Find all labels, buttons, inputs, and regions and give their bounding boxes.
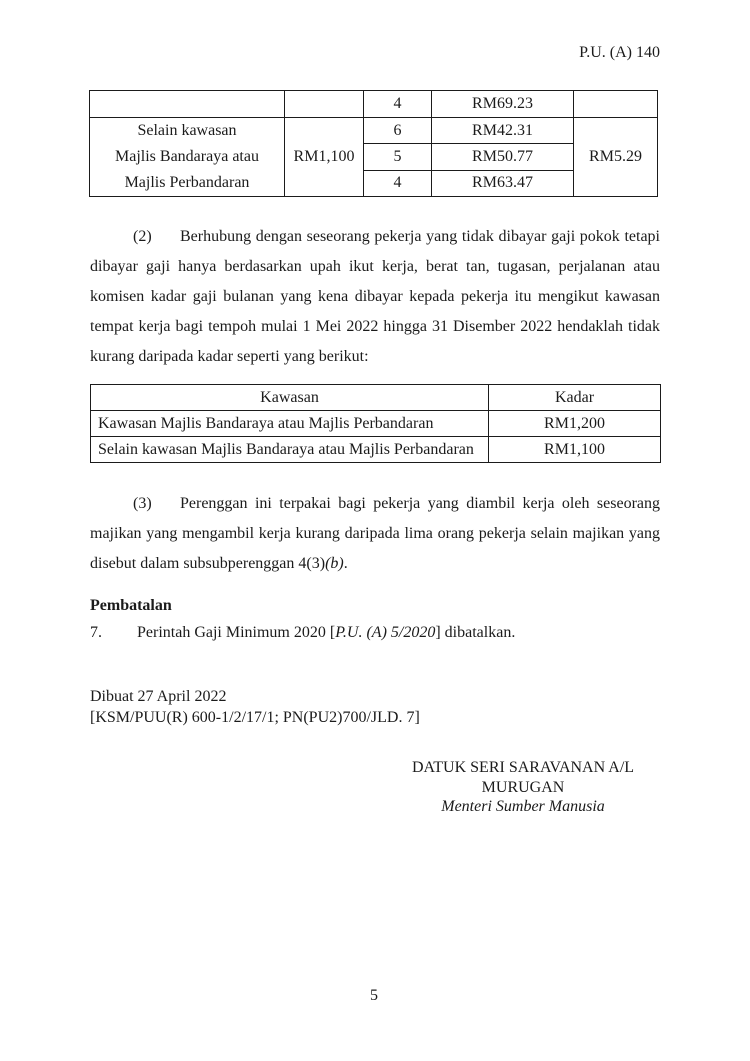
paragraph-2-text: Berhubung dengan seseorang pekerja yang tidak dibayar gaji pokok tetapi dibayar gaji hanya berdasarkan upah ikut kerja, berat tan, tugasan, perjalanan atau komisen kadar gaji bulanan yang kena dibayar kepada pekerja itu mengikut kawasan tempat kerja bagi tempoh mulai 1 Mei 2022 hingga 31 Disember 2022 hendaklah tidak kurang daripada kadar seperti yang berikut: <box>90 228 660 365</box>
page-number: 5 <box>370 987 378 1004</box>
paragraph-3 <box>90 489 660 579</box>
signatory-title: Menteri Sumber Manusia <box>441 798 605 815</box>
days-cell: 4 <box>364 170 432 196</box>
empty-cell <box>574 91 658 118</box>
clause-7-text: Perintah Gaji Minimum 2020 [ <box>137 624 336 641</box>
kawasan-cell: Selain kawasan Majlis Bandaraya atau Majlis Perbandaran <box>91 437 489 463</box>
clause-7-number: 7. <box>90 624 102 641</box>
minimum-wage-rates-table <box>89 90 658 197</box>
days-cell: 4 <box>364 91 432 118</box>
area-line: Majlis Perbandaran <box>124 174 250 191</box>
empty-cell <box>285 91 364 118</box>
daily-rate-cell: RM63.47 <box>432 170 574 196</box>
kawasan-kadar-table <box>90 384 661 463</box>
column-header-kadar: Kadar <box>489 385 661 411</box>
daily-rate-cell: RM69.23 <box>432 91 574 118</box>
days-cell: 6 <box>364 118 432 144</box>
table-row <box>90 118 658 144</box>
days-cell: 5 <box>364 144 432 170</box>
monthly-rate-cell: RM1,100 <box>285 118 364 197</box>
paragraph-2-marker: (2) <box>133 228 152 245</box>
kadar-cell: RM1,100 <box>489 437 661 463</box>
paragraph-3-suffix: . <box>343 555 348 572</box>
table-row <box>90 91 658 118</box>
table-row <box>91 411 661 437</box>
paragraph-3-marker: (3) <box>133 495 152 512</box>
table-row <box>91 437 661 463</box>
paragraph-2 <box>90 222 660 372</box>
area-line: Selain kawasan <box>137 122 237 139</box>
paragraph-3-italic: (b) <box>325 555 344 572</box>
signatory-name: DATUK SERI SARAVANAN A/L MURUGAN <box>411 759 635 796</box>
gazette-reference: P.U. (A) 140 <box>579 44 660 61</box>
signature-block <box>385 758 661 817</box>
clause-7 <box>90 622 660 644</box>
clause-7-citation-italic: P.U. (A) 5/2020 <box>335 624 436 641</box>
clause-7-text-after: ] dibatalkan. <box>435 624 516 641</box>
table-header-row <box>91 385 661 411</box>
daily-rate-cell: RM50.77 <box>432 144 574 170</box>
daily-rate-cell: RM42.31 <box>432 118 574 144</box>
paragraph-3-text: Perenggan ini terpakai bagi pekerja yang diambil kerja oleh seseorang majikan yang mengambil kerja kurang daripada lima orang pekerja selain majikan yang disebut dalam subsubperenggan 4(3) <box>90 495 660 572</box>
empty-cell <box>90 91 285 118</box>
kawasan-cell: Kawasan Majlis Bandaraya atau Majlis Perbandaran <box>91 411 489 437</box>
made-date-line: Dibuat 27 April 2022 <box>90 688 227 705</box>
file-reference-line: [KSM/PUU(R) 600-1/2/17/1; PN(PU2)700/JLD. 7] <box>90 708 420 726</box>
closing-block <box>90 687 420 728</box>
column-header-kawasan: Kawasan <box>91 385 489 411</box>
area-cell <box>90 118 285 197</box>
pembatalan-heading: Pembatalan <box>90 597 172 614</box>
hourly-rate-cell: RM5.29 <box>574 118 658 197</box>
kadar-cell: RM1,200 <box>489 411 661 437</box>
area-line: Majlis Bandaraya atau <box>115 148 259 165</box>
